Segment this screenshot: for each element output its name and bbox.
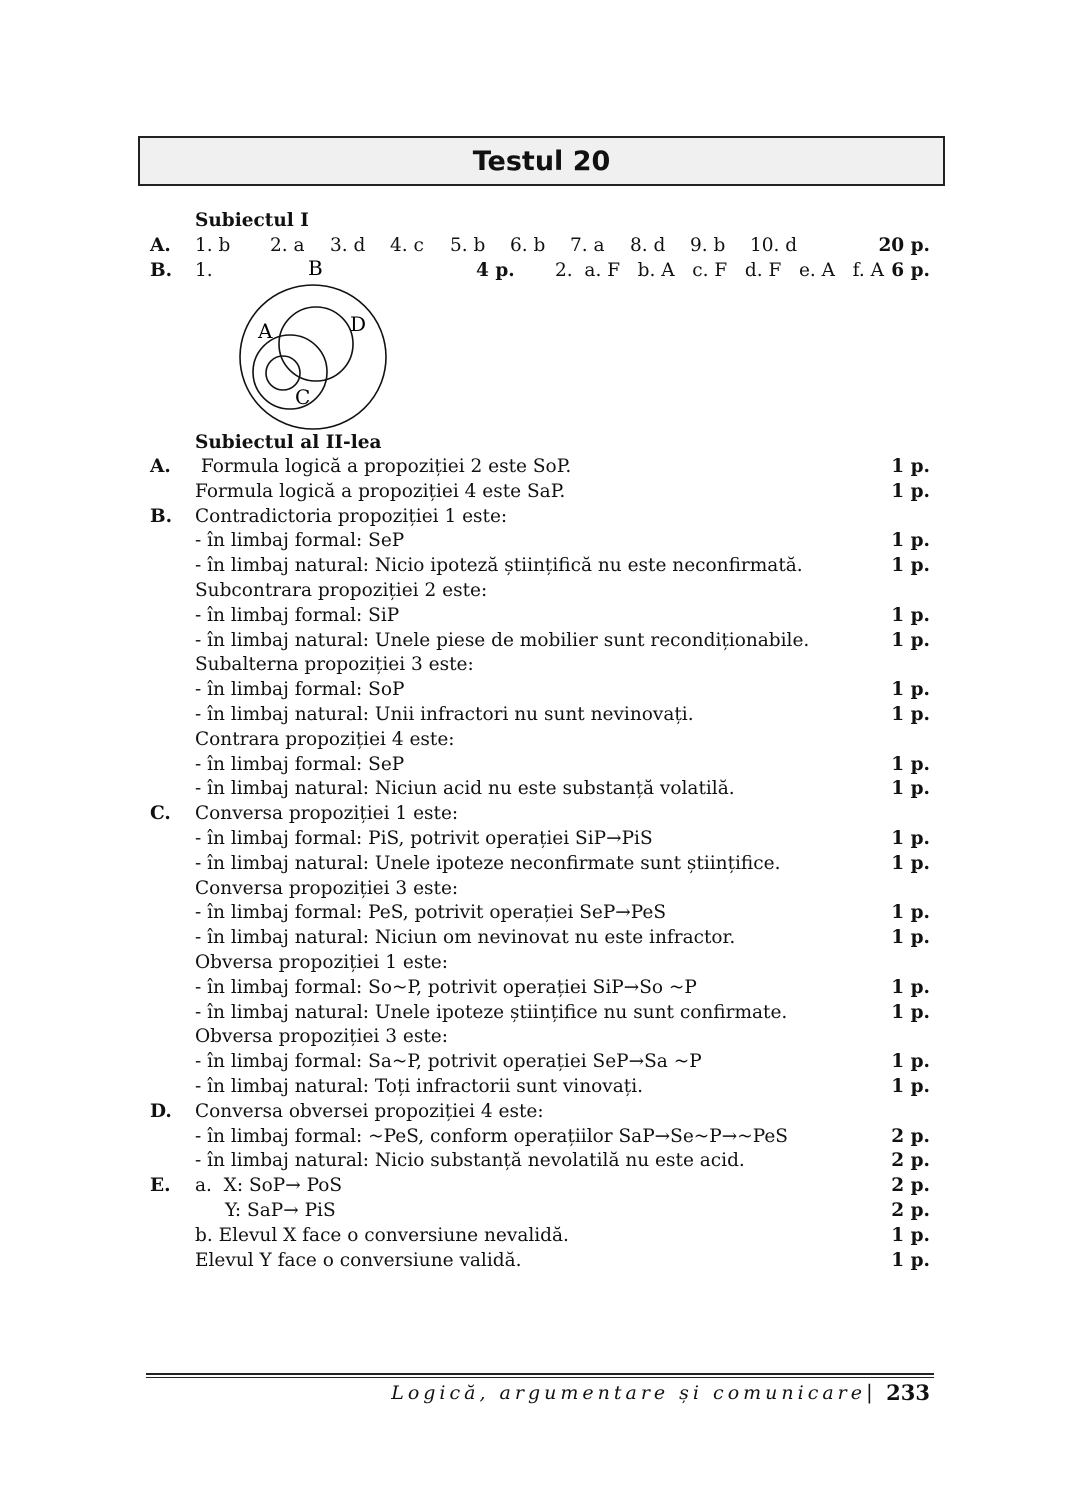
row-points: 2 p. — [891, 1175, 930, 1197]
footer-rule-thin — [146, 1377, 934, 1378]
answer-row — [0, 778, 1080, 803]
circle-a — [253, 335, 327, 409]
answer-row — [0, 1200, 1080, 1225]
row-text: - în limbaj natural: Toți infractorii sunt vinovați. — [195, 1076, 643, 1097]
row-text: Contrara propoziției 4 este: — [195, 728, 455, 750]
label-b: B. — [150, 260, 173, 281]
answer-row — [0, 878, 1080, 903]
item-2-points: 6 p. — [891, 260, 930, 281]
row-text: - în limbaj natural: Unele piese de mobilier sunt recondiționabile. — [195, 629, 810, 651]
row-points: 1 p. — [891, 530, 930, 552]
answer-row — [0, 704, 1080, 729]
venn-label-b: B — [308, 256, 323, 280]
answer-row — [0, 1150, 1080, 1175]
answer-row — [0, 977, 1080, 1002]
answer-item: 1. b — [195, 235, 231, 256]
item-1-points: 4 p. — [476, 260, 515, 281]
row-text: Subcontrara propoziției 2 este: — [195, 580, 488, 601]
row-points: 1 p. — [891, 480, 930, 502]
row-text: - în limbaj natural: Unele ipoteze științifice nu sunt confirmate. — [195, 1001, 788, 1023]
row-points: 2 p. — [891, 1150, 930, 1172]
answer-row — [0, 1101, 1080, 1126]
row-text: - în limbaj formal: PeS, potrivit operației SeP→PeS — [195, 902, 667, 924]
row-text: Obversa propoziției 3 este: — [195, 1026, 448, 1048]
answer-row — [0, 1126, 1080, 1151]
row-points: 1 p. — [891, 778, 930, 800]
circle-d — [279, 307, 353, 381]
row-points: 2 p. — [891, 1200, 930, 1221]
item-2-answers: 2. a. F b. A c. F d. F e. A f. A — [555, 260, 884, 281]
row-text: Conversa propoziției 1 este: — [195, 803, 459, 825]
row-text: - în limbaj formal: SeP — [195, 753, 405, 775]
answer-item: 4. c — [390, 235, 424, 256]
row-text: Obversa propoziției 1 este: — [195, 952, 448, 973]
row-points: 1 p. — [891, 555, 930, 577]
answer-row — [0, 679, 1080, 704]
answer-row — [0, 1175, 1080, 1200]
row-text: - în limbaj formal: PiS, potrivit operației SiP→PiS — [195, 828, 653, 849]
row-text: b. Elevul X face o conversiune nevalidă. — [195, 1224, 569, 1246]
answer-item: 7. a — [570, 235, 605, 256]
row-points: 1 p. — [891, 927, 930, 949]
row-label: D. — [150, 1100, 172, 1122]
footer-rule — [146, 1373, 934, 1375]
answer-row — [0, 1051, 1080, 1076]
answer-row — [0, 1225, 1080, 1250]
answer-item: 3. d — [330, 235, 366, 256]
answer-item: 6. b — [510, 235, 546, 256]
row-points: 2 p. — [891, 1125, 930, 1147]
row-points: 1 p. — [891, 852, 930, 874]
venn-diagram — [0, 0, 1080, 440]
row-text: - în limbaj natural: Nicio ipoteză științifică nu este neconfirmată. — [195, 555, 803, 577]
answer-row — [0, 605, 1080, 630]
footer-separator: | — [866, 1380, 873, 1404]
answer-row — [0, 1076, 1080, 1101]
answer-row — [0, 530, 1080, 555]
answer-row — [0, 456, 1080, 481]
row-points: 1 p. — [891, 902, 930, 924]
answer-row — [0, 927, 1080, 952]
row-points: 1 p. — [891, 679, 930, 701]
row-text: - în limbaj natural: Unii infractori nu sunt nevinovați. — [195, 704, 694, 725]
row-label: E. — [150, 1175, 171, 1197]
venn-label-a: A — [258, 319, 273, 343]
row-points: 1 p. — [891, 704, 930, 725]
answer-row — [0, 630, 1080, 655]
answer-row — [0, 1250, 1080, 1275]
answer-item: 9. b — [690, 235, 726, 256]
answer-row — [0, 654, 1080, 679]
answer-row — [0, 506, 1080, 531]
row-text: - în limbaj natural: Unele ipoteze neconfirmate sunt științifice. — [195, 852, 781, 874]
row-text: a. X: SoP→ PoS — [195, 1175, 343, 1197]
row-points: 1 p. — [891, 604, 930, 626]
row-text: - în limbaj formal: SoP — [195, 679, 405, 701]
answer-row — [0, 729, 1080, 754]
label-a: A. — [150, 235, 171, 256]
answer-row — [0, 828, 1080, 853]
row-text: - în limbaj formal: ~PeS, conform operațiilor SaP→Se~P→~PeS — [195, 1125, 788, 1147]
row-text: Contradictoria propoziției 1 este: — [195, 505, 508, 527]
row-points: 1 p. — [891, 828, 930, 849]
row-label: A. — [150, 456, 171, 477]
answer-row — [0, 754, 1080, 779]
row-points: 1 p. — [891, 456, 930, 477]
row-text: Conversa propoziției 3 este: — [195, 877, 459, 899]
book-title: Logică, argumentare și comunicare — [391, 1382, 866, 1404]
answer-row — [0, 952, 1080, 977]
test-title: Testul 20 — [138, 136, 945, 186]
answer-row — [0, 803, 1080, 828]
row-label: C. — [150, 803, 171, 825]
answer-row — [0, 580, 1080, 605]
row-text: Subalterna propoziției 3 este: — [195, 654, 474, 676]
row-text: - în limbaj formal: So~P, potrivit operației SiP→So ~P — [195, 976, 697, 998]
answer-row — [0, 1002, 1080, 1027]
row-text: - în limbaj natural: Nicio substanță nevolatilă nu este acid. — [195, 1150, 745, 1172]
answer-item: 2. a — [270, 235, 305, 256]
row-points: 1 p. — [891, 753, 930, 775]
row-points: 1 p. — [891, 1076, 930, 1097]
item-1: 1. — [195, 260, 213, 281]
answer-item: 5. b — [450, 235, 486, 256]
points-a: 20 p. — [878, 235, 930, 256]
row-text: - în limbaj formal: SiP — [195, 604, 400, 626]
page-number: 233 — [886, 1380, 930, 1405]
row-text: Elevul Y face o conversiune validă. — [195, 1249, 522, 1271]
row-text: - în limbaj formal: Sa~P, potrivit operației SeP→Sa ~P — [195, 1051, 702, 1073]
answer-row — [0, 902, 1080, 927]
row-points: 1 p. — [891, 1224, 930, 1246]
answer-row — [0, 853, 1080, 878]
answer-item: 8. d — [630, 235, 666, 256]
row-points: 1 p. — [891, 1249, 930, 1271]
row-text: - în limbaj natural: Niciun acid nu este substanță volatilă. — [195, 778, 735, 800]
venn-label-d: D — [350, 312, 367, 336]
section-heading-subiect-2: Subiectul al II-lea — [195, 432, 382, 453]
venn-label-c: C — [295, 385, 311, 409]
row-text: - în limbaj natural: Niciun om nevinovat nu este infractor. — [195, 927, 736, 949]
row-points: 1 p. — [891, 629, 930, 651]
row-text: Formula logică a propoziției 4 este SaP. — [195, 480, 566, 502]
row-text: - în limbaj formal: SeP — [195, 530, 405, 552]
row-text: Conversa obversei propoziției 4 este: — [195, 1100, 544, 1122]
answer-row — [0, 481, 1080, 506]
row-text: Formula logică a propoziției 2 este SoP. — [195, 456, 572, 477]
row-points: 1 p. — [891, 976, 930, 998]
row-text: Y: SaP→ PiS — [225, 1200, 336, 1221]
row-points: 1 p. — [891, 1001, 930, 1023]
answer-item: 10. d — [750, 235, 798, 256]
row-label: B. — [150, 505, 173, 527]
section-heading-subiect-1: Subiectul I — [195, 210, 309, 231]
answer-row — [0, 1026, 1080, 1051]
answer-row — [0, 555, 1080, 580]
row-points: 1 p. — [891, 1051, 930, 1073]
